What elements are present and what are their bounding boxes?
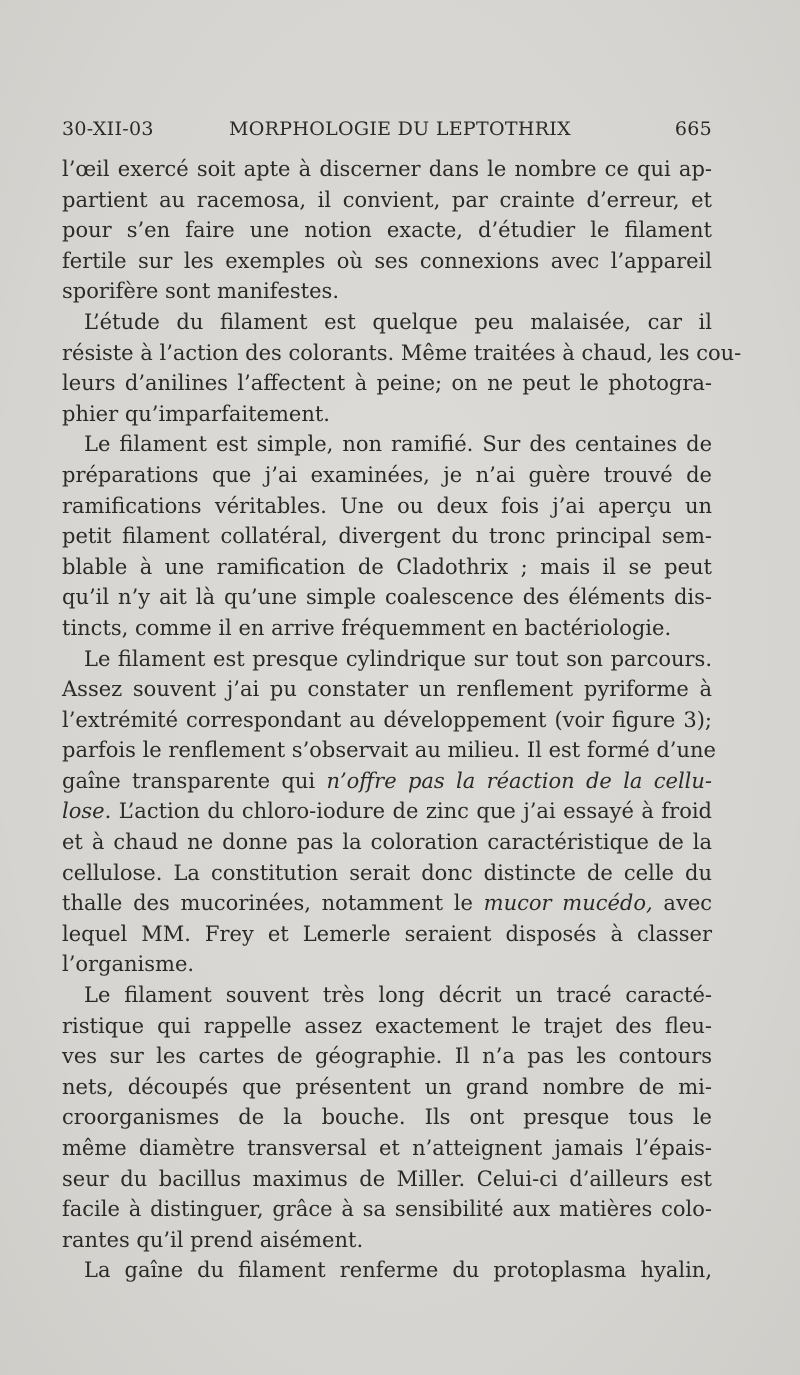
- header-date: 30-XII-03: [62, 118, 154, 140]
- text-line: ramifications véritables. Une ou deux fois j’ai aperçu un: [62, 493, 712, 518]
- text-line: lequel MM. Frey et Lemerle seraient disposés à classer: [62, 921, 712, 946]
- text-line: gaîne transparente qui n’offre pas la réaction de la cellu-: [62, 768, 713, 793]
- text-line: parfois le renflement s’observait au milieu. Il est formé d’une: [62, 738, 716, 763]
- text-line: lose. L’action du chloro-iodure de zinc que j’ai essayé à froid: [62, 799, 712, 824]
- text-line: sporifère sont manifestes.: [62, 279, 339, 304]
- text-line: rantes qu’il prend aisément.: [62, 1227, 364, 1252]
- text-line: cellulose. La constitution serait donc distincte de celle du: [62, 860, 712, 885]
- text-line: Le filament souvent très long décrit un tracé caracté-: [84, 983, 712, 1008]
- text-line: nets, découpés que présentent un grand nombre de mi-: [62, 1074, 712, 1099]
- text-line: ristique qui rappelle assez exactement le trajet des fleu-: [62, 1013, 712, 1038]
- text-line: et à chaud ne donne pas la coloration caractéristique de la: [62, 830, 712, 855]
- text-line: même diamètre transversal et n’atteignent jamais l’épais-: [62, 1136, 712, 1160]
- page-number: 665: [674, 118, 712, 140]
- text-line: résiste à l’action des colorants. Même traitées à chaud, les cou-: [62, 340, 742, 365]
- text-line: leurs d’anilines l’affectent à peine; on ne peut le photogra-: [62, 371, 712, 396]
- text-line: qu’il n’y ait là qu’une simple coalescence des éléments dis-: [62, 585, 712, 610]
- text-line: La gaîne du filament renferme du protoplasma hyalin,: [84, 1258, 712, 1283]
- text-line: croorganismes de la bouche. Ils ont presque tous le: [62, 1105, 712, 1130]
- text-line: l’œil exercé soit apte à discerner dans le nombre ce qui ap-: [62, 157, 712, 181]
- text-line: Le filament est presque cylindrique sur tout son parcours.: [84, 646, 712, 671]
- text-line: ves sur les cartes de géographie. Il n’a pas les contours: [62, 1044, 712, 1069]
- running-header: [62, 118, 712, 146]
- text-line: partient au racemosa, il convient, par crainte d’erreur, et: [62, 187, 712, 212]
- text-line: fertile sur les exemples où ses connexions avec l’appareil: [62, 248, 712, 273]
- body-text: [62, 154, 742, 1286]
- text-line: tincts, comme il en arrive fréquemment en bactériologie.: [62, 615, 672, 640]
- text-line: L’étude du filament est quelque peu malaisée, car il: [84, 309, 712, 334]
- text-line: l’extrémité correspondant au développement (voir figure 3);: [62, 707, 712, 732]
- text-line: thalle des mucorinées, notamment le mucor mucédo, avec: [62, 891, 713, 916]
- text-line: blable à une ramification de Cladothrix ; mais il se peut: [62, 554, 712, 579]
- text-line: facile à distinguer, grâce à sa sensibilité aux matières colo-: [62, 1197, 712, 1222]
- header-title: MORPHOLOGIE DU LEPTOTHRIX: [229, 118, 571, 140]
- text-line: pour s’en faire une notion exacte, d’étudier le filament: [62, 218, 712, 243]
- text-line: petit filament collatéral, divergent du tronc principal sem-: [62, 524, 712, 549]
- text-line: phier qu’imparfaitement.: [62, 401, 330, 426]
- text-line: Assez souvent j’ai pu constater un renflement pyriforme à: [62, 677, 712, 702]
- text-line: seur du bacillus maximus de Miller. Celui-ci d’ailleurs est: [62, 1166, 712, 1191]
- text-line: préparations que j’ai examinées, je n’ai guère trouvé de: [62, 462, 712, 487]
- text-line: Le filament est simple, non ramifié. Sur des centaines de: [84, 432, 712, 457]
- text-line: l’organisme.: [62, 952, 195, 977]
